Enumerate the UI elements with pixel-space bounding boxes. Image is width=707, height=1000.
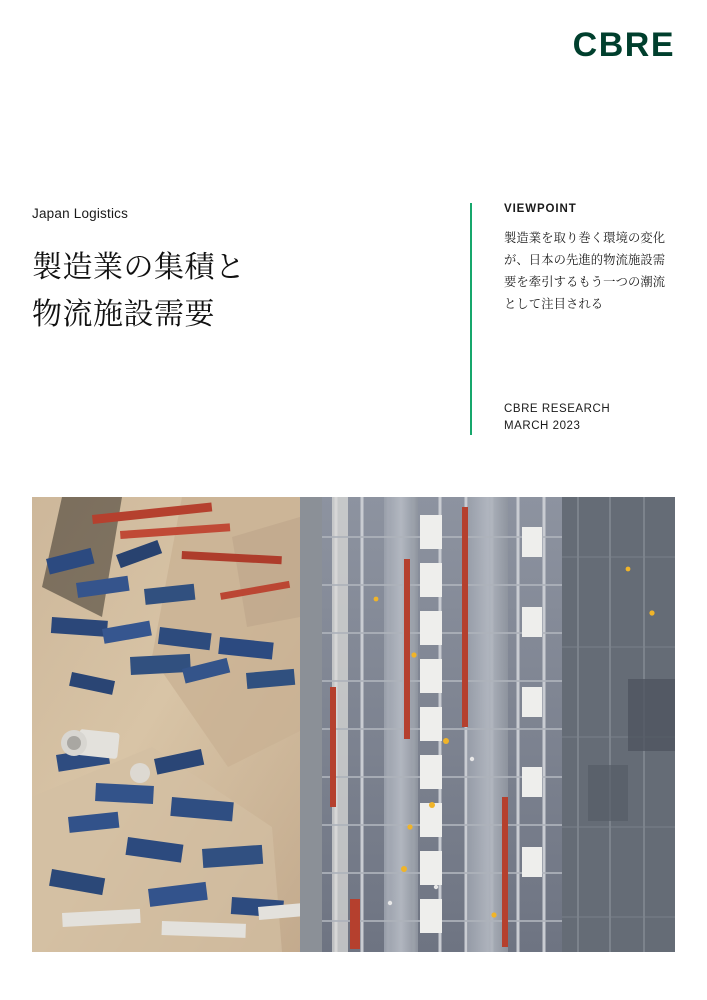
viewpoint-summary: 製造業を取り巻く環境の変化が、日本の先進的物流施設需要を牽引するもう一つの潮流として注目される	[504, 231, 666, 311]
viewpoint-block	[470, 203, 675, 432]
viewpoint-footer	[504, 401, 610, 434]
page-title-line-2: 物流施設需要	[32, 296, 215, 332]
date-line: MARCH 2023	[504, 419, 581, 432]
cbre-logo: CBRE	[572, 26, 675, 64]
page-title-line-1: 製造業の集積と	[32, 250, 246, 285]
eyebrow-label: Japan Logistics	[32, 206, 129, 221]
cover-title-block	[32, 206, 452, 338]
hero-image-graphic	[32, 497, 675, 952]
research-line: CBRE RESEARCH	[504, 403, 611, 415]
viewpoint-label: VIEWPOINT	[504, 203, 577, 215]
page-title	[32, 245, 452, 338]
accent-vertical-rule	[470, 203, 472, 435]
hero-image	[32, 497, 675, 952]
